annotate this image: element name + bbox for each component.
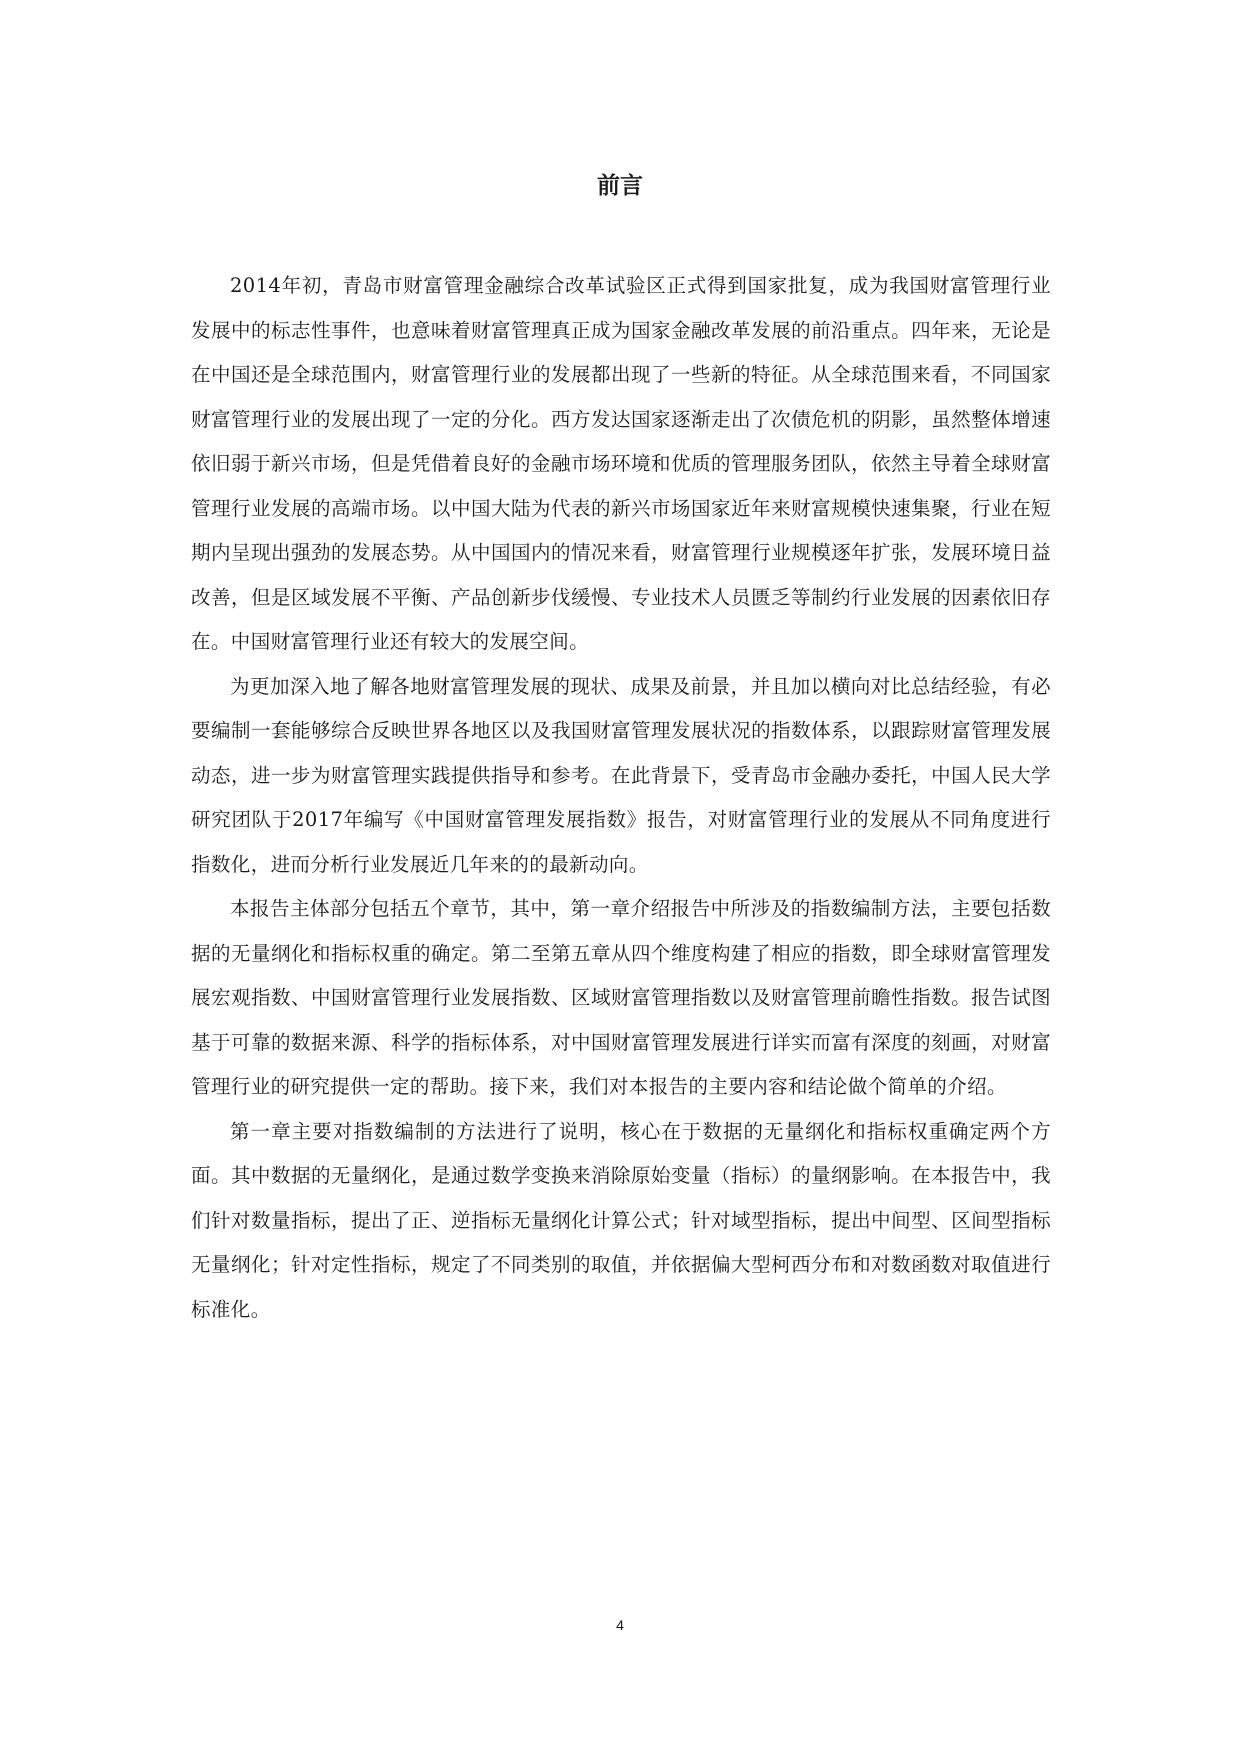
paragraph: 2014年初，青岛市财富管理金融综合改革试验区正式得到国家批复，成为我国财富管理行业发展中的标志性事件，也意味着财富管理真正成为国家金融改革发展的前沿重点。四年来，无论是在中国还是全球范围内，财富管理行业的发展都出现了一些新的特征。从全球范围来看，不同国家财富管理行业的发展出现了一定的分化。西方发达国家逐渐走出了次债危机的阴影，虽然整体增速依旧弱于新兴市场，但是凭借着良好的金融市场环境和优质的管理服务团队，依然主导着全球财富管理行业发展的高端市场。以中国大陆为代表的新兴市场国家近年来财富规模快速集聚，行业在短期内呈现出强劲的发展态势。从中国国内的情况来看，财富管理行业规模逐年扩张，发展环境日益改善，但是区域发展不平衡、产品创新步伐缓慢、专业技术人员匮乏等制约行业发展的因素依旧存在。中国财富管理行业还有较大的发展空间。 [191,274,1051,653]
paragraph: 本报告主体部分包括五个章节，其中，第一章介绍报告中所涉及的指数编制方法，主要包括数据的无量纲化和指标权重的确定。第二至第五章从四个维度构建了相应的指数，即全球财富管理发展宏观指数、中国财富管理行业发展指数、区域财富管理指数以及财富管理前瞻性指数。报告试图基于可靠的数据来源、科学的指标体系，对中国财富管理发展进行详实而富有深度的刻画，对财富管理行业的研究提供一定的帮助。接下来，我们对本报告的主要内容和结论做个简单的介绍。 [191,897,1051,1098]
page-title: 前言 [597,173,643,199]
paragraph: 第一章主要对指数编制的方法进行了说明，核心在于数据的无量纲化和指标权重确定两个方面。其中数据的无量纲化，是通过数学变换来消除原始变量（指标）的量纲影响。在本报告中，我们针对数量指标，提出了正、逆指标无量纲化计算公式；针对域型指标，提出中间型、区间型指标无量纲化；针对定性指标，规定了不同类别的取值，并依据偏大型柯西分布和对数函数对取值进行标准化。 [191,1119,1051,1321]
paragraph: 为更加深入地了解各地财富管理发展的现状、成果及前景，并且加以横向对比总结经验，有必要编制一套能够综合反映世界各地区以及我国财富管理发展状况的指数体系，以跟踪财富管理发展动态，进一步为财富管理实践提供指导和参考。在此背景下，受青岛市金融办委托，中国人民大学研究团队于2017年编写《中国财富管理发展指数》报告，对财富管理行业的发展从不同角度进行指数化，进而分析行业发展近几年来的的最新动向。 [191,674,1051,876]
page-number: 4 [616,1617,624,1633]
body-text [191,264,1051,1332]
